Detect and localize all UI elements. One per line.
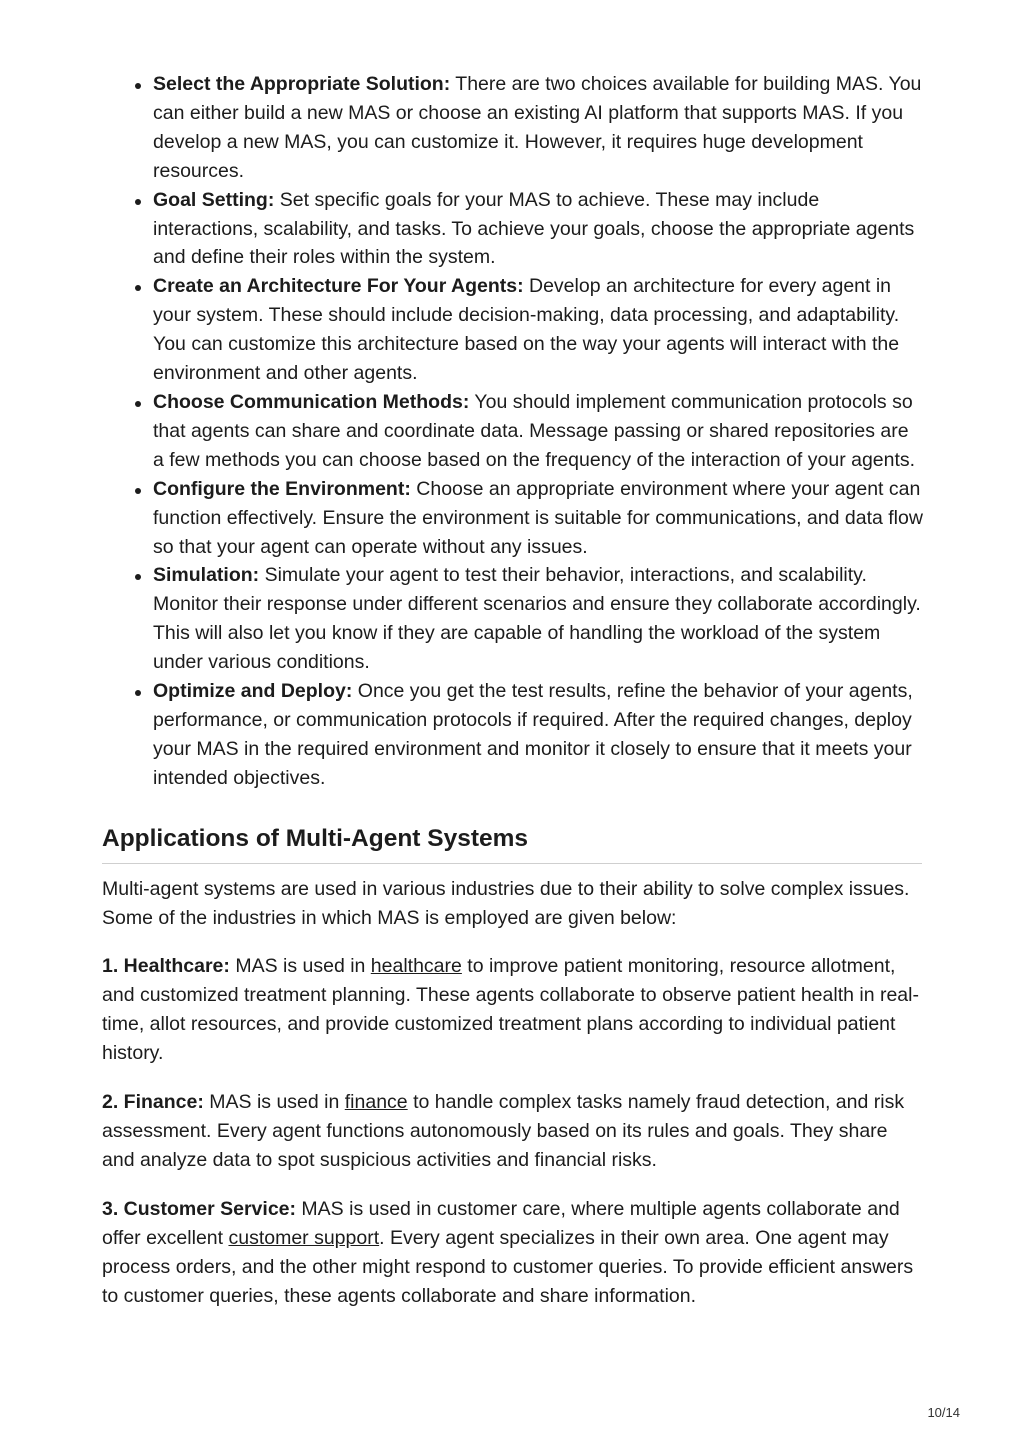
list-item-title: Choose Communication Methods: [153, 390, 470, 413]
application-title: 1. Healthcare: [102, 955, 230, 978]
list-item [153, 677, 923, 793]
list-item-title: Select the Appropriate Solution: [153, 73, 451, 95]
application-title: 2. Finance: [102, 1091, 204, 1114]
list-item [153, 475, 923, 562]
list-item-text: Set specific goals for your MAS to achieve. These may include interactions, scalability, and tasks. To achieve your goals, choose the appropriate agents and define their roles within the system. [153, 188, 915, 269]
section-intro: Multi-agent systems are used in various industries due to their ability to solve complex issues. Some of the industries in which MAS is employed are given below: [102, 877, 910, 929]
section-heading: Applications of Multi-Agent Systems [102, 822, 922, 864]
list-item-title: Goal Setting: [153, 188, 275, 211]
customer-support-link[interactable]: customer support [228, 1226, 380, 1249]
list-item [153, 186, 923, 273]
list-item-text: Simulate your agent to test their behavior, interactions, and scalability. Monitor their response under different scenarios and ensure they collaborate accordingly. This will also let you know if they are capable of handling the workload of the system under various conditions. [153, 564, 921, 674]
application-text: to handle complex tasks namely fraud detection, and risk assessment. Every agent functions autonomously based on its rules and goals. They share and analyze data to spot suspicious activities and financial risks. [102, 1091, 905, 1171]
application-finance [102, 1088, 922, 1175]
application-text: MAS is used in [229, 955, 371, 978]
application-text: to improve patient monitoring, resource allotment, and customized treatment planning. These agents collaborate to observe patient health in real-time, allot resources, and provide customized treatment plans according to individual patient history. [102, 955, 919, 1065]
application-text: MAS is used in [203, 1091, 345, 1114]
application-title: 3. Customer Service: [102, 1197, 297, 1220]
list-item-title: Simulation: [153, 564, 260, 587]
list-item [153, 70, 923, 186]
list-item [153, 561, 923, 677]
list-item-text: Once you get the test results, refine the behavior of your agents, performance, or communication protocols if required. After the required changes, deploy your MAS in the required environment and monitor it closely to ensure that it meets your intended objectives. [153, 680, 913, 789]
page-number: 10/14 [927, 1405, 960, 1420]
application-customer-service [102, 1195, 922, 1311]
list-item-title: Create an Architecture For Your Agents: [153, 275, 524, 298]
application-text: . Every agent specializes in their own area. One agent may process orders, and the other might respond to customer queries. To provide efficient answers to customer queries, these agents collaborate and share information. [102, 1226, 914, 1307]
list-item [153, 272, 923, 388]
application-text: MAS is used in customer care, where multiple agents collaborate and offer excellent [102, 1197, 900, 1249]
application-healthcare [102, 952, 922, 1068]
finance-link[interactable]: finance [344, 1091, 408, 1114]
list-item-text: There are two choices available for building MAS. You can either build a new MAS or choose an existing AI platform that supports MAS. If you develop a new MAS, you can customize it. However, it requires huge development resources. [153, 73, 922, 182]
steps-list [102, 70, 922, 793]
list-item-text: Develop an architecture for every agent in your system. These should include decision-making, data processing, and adaptability. You can customize this architecture based on the way your agents will interact with the environment and other agents. [153, 275, 900, 385]
list-item-text: You should implement communication protocols so that agents can share and coordinate data. Message passing or shared repositories are a few methods you can choose based on the frequency of the interaction of your agents. [153, 390, 916, 471]
list-item-title: Optimize and Deploy: [153, 680, 353, 703]
list-item-title: Configure the Environment: [153, 477, 411, 500]
healthcare-link[interactable]: healthcare [370, 955, 462, 978]
list-item [153, 388, 923, 475]
document-content [102, 70, 922, 1310]
list-item-text: Choose an appropriate environment where your agent can function effectively. Ensure the environment is suitable for communications, and data flow so that your agent can operate without any issues. [153, 477, 923, 558]
